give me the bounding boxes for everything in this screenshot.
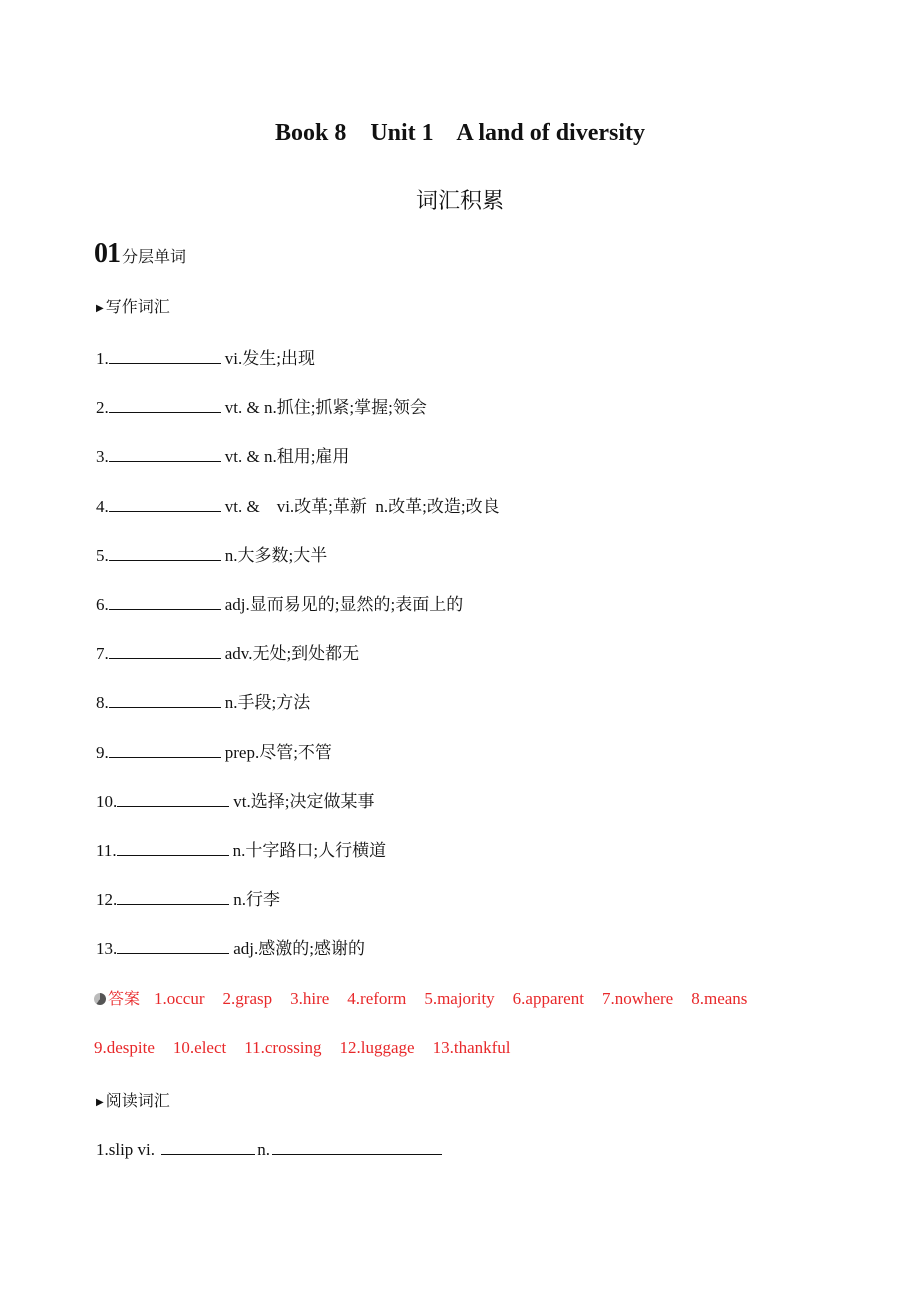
answers-line-2: [94, 1038, 529, 1058]
reading-item: [96, 1138, 442, 1160]
vocab-number: 6.: [96, 595, 109, 614]
vocab-item: [96, 541, 327, 566]
section-number: 01: [94, 238, 120, 269]
answer-item: 2.grasp: [222, 989, 273, 1008]
triangle-bullet-icon: ▶: [96, 1097, 104, 1108]
answer-item: 13.thankful: [432, 1038, 511, 1057]
vocab-number: 11.: [96, 841, 117, 860]
vocab-definition: n.大多数;大半: [224, 545, 328, 565]
reading-mid: n.: [257, 1140, 271, 1159]
answer-blank[interactable]: [109, 544, 221, 561]
vocab-number: 2.: [96, 398, 109, 418]
triangle-bullet-icon: ▶: [96, 303, 104, 314]
section-label: 分层单词: [122, 247, 187, 266]
vocab-definition: adj.感激的;感谢的: [233, 939, 365, 959]
vocab-definition: vi.发生;出现: [224, 349, 315, 368]
vocab-definition: vt. & n.租用;雇用: [224, 447, 350, 467]
vocab-number: 4.: [96, 496, 109, 516]
vocab-item: [96, 590, 463, 615]
answer-item: 10.elect: [172, 1038, 227, 1057]
answer-blank[interactable]: [109, 741, 221, 758]
vocab-definition: adj.显而易见的;显然的;表面上的: [224, 595, 464, 614]
vocab-number: 9.: [96, 742, 109, 762]
vocab-definition: adv.无处;到处都无: [224, 644, 360, 664]
answers-line-1: [94, 986, 765, 1009]
vocab-number: 3.: [96, 447, 109, 467]
answer-blank[interactable]: [117, 888, 229, 905]
answer-item: 9.despite: [94, 1038, 155, 1057]
vocab-definition: n.行李: [233, 890, 280, 910]
vocab-item: [96, 688, 310, 713]
vocab-definition: prep.尽管;不管: [224, 742, 332, 762]
vocab-item: [96, 836, 386, 861]
vocab-number: 13.: [96, 939, 118, 959]
reading-vocab-heading: ▶ 阅读词汇: [96, 1091, 170, 1110]
vocab-item: [96, 492, 500, 517]
vocab-definition: n.十字路口;人行横道: [232, 841, 387, 860]
answer-item: 11.crossing: [244, 1038, 322, 1057]
answer-blank[interactable]: [272, 1138, 442, 1155]
vocab-definition: n.手段;方法: [224, 693, 311, 713]
answer-item: 4.reform: [347, 989, 407, 1008]
vocab-item: [96, 738, 332, 763]
vocab-item: [96, 934, 365, 959]
answer-blank[interactable]: [117, 839, 229, 856]
answer-item: 12.luggage: [339, 1038, 415, 1057]
vocab-item: [96, 639, 359, 664]
answers-label: 答案: [108, 989, 141, 1008]
answer-blank[interactable]: [109, 593, 221, 610]
page-title: Book 8 Unit 1 A land of diversity: [274, 120, 646, 146]
vocab-definition: vt. & n.抓住;抓紧;掌握;领会: [224, 398, 427, 418]
vocab-number: 5.: [96, 545, 109, 565]
vocab-number: 8.: [96, 693, 109, 713]
answer-blank[interactable]: [161, 1138, 255, 1155]
answer-item: 3.hire: [290, 989, 330, 1008]
vocab-item: [96, 885, 280, 910]
answer-blank[interactable]: [109, 445, 221, 462]
vocab-item: [96, 344, 315, 369]
answer-blank[interactable]: [109, 691, 221, 708]
vocab-number: 12.: [96, 890, 118, 910]
answer-blank[interactable]: [117, 790, 229, 807]
answer-blank[interactable]: [109, 495, 221, 512]
page-subtitle: 词汇积累: [415, 189, 504, 214]
vocab-item: [96, 393, 427, 418]
vocab-item: [96, 787, 374, 812]
writing-vocab-heading: ▶ 写作词汇: [96, 297, 170, 316]
answer-item: 6.apparent: [512, 989, 584, 1008]
reading-prefix: 1.slip vi.: [96, 1140, 156, 1159]
answer-item: 1.occur: [154, 989, 205, 1008]
answer-item: 8.means: [691, 989, 748, 1008]
answer-item: 5.majority: [424, 989, 495, 1008]
answer-icon: [94, 993, 106, 1005]
vocab-definition: vt. & vi.改革;革新 n.改革;改造;改良: [224, 496, 500, 516]
answer-item: 7.nowhere: [601, 989, 674, 1008]
answer-blank[interactable]: [109, 347, 221, 364]
vocab-number: 7.: [96, 644, 109, 664]
answer-blank[interactable]: [109, 642, 221, 659]
section-heading: [94, 238, 186, 270]
vocab-number: 10.: [96, 791, 118, 811]
vocab-definition: vt.选择;决定做某事: [233, 791, 375, 811]
vocab-item: [96, 442, 349, 467]
vocab-number: 1.: [96, 349, 109, 368]
answer-blank[interactable]: [117, 937, 229, 954]
answer-blank[interactable]: [109, 396, 221, 413]
